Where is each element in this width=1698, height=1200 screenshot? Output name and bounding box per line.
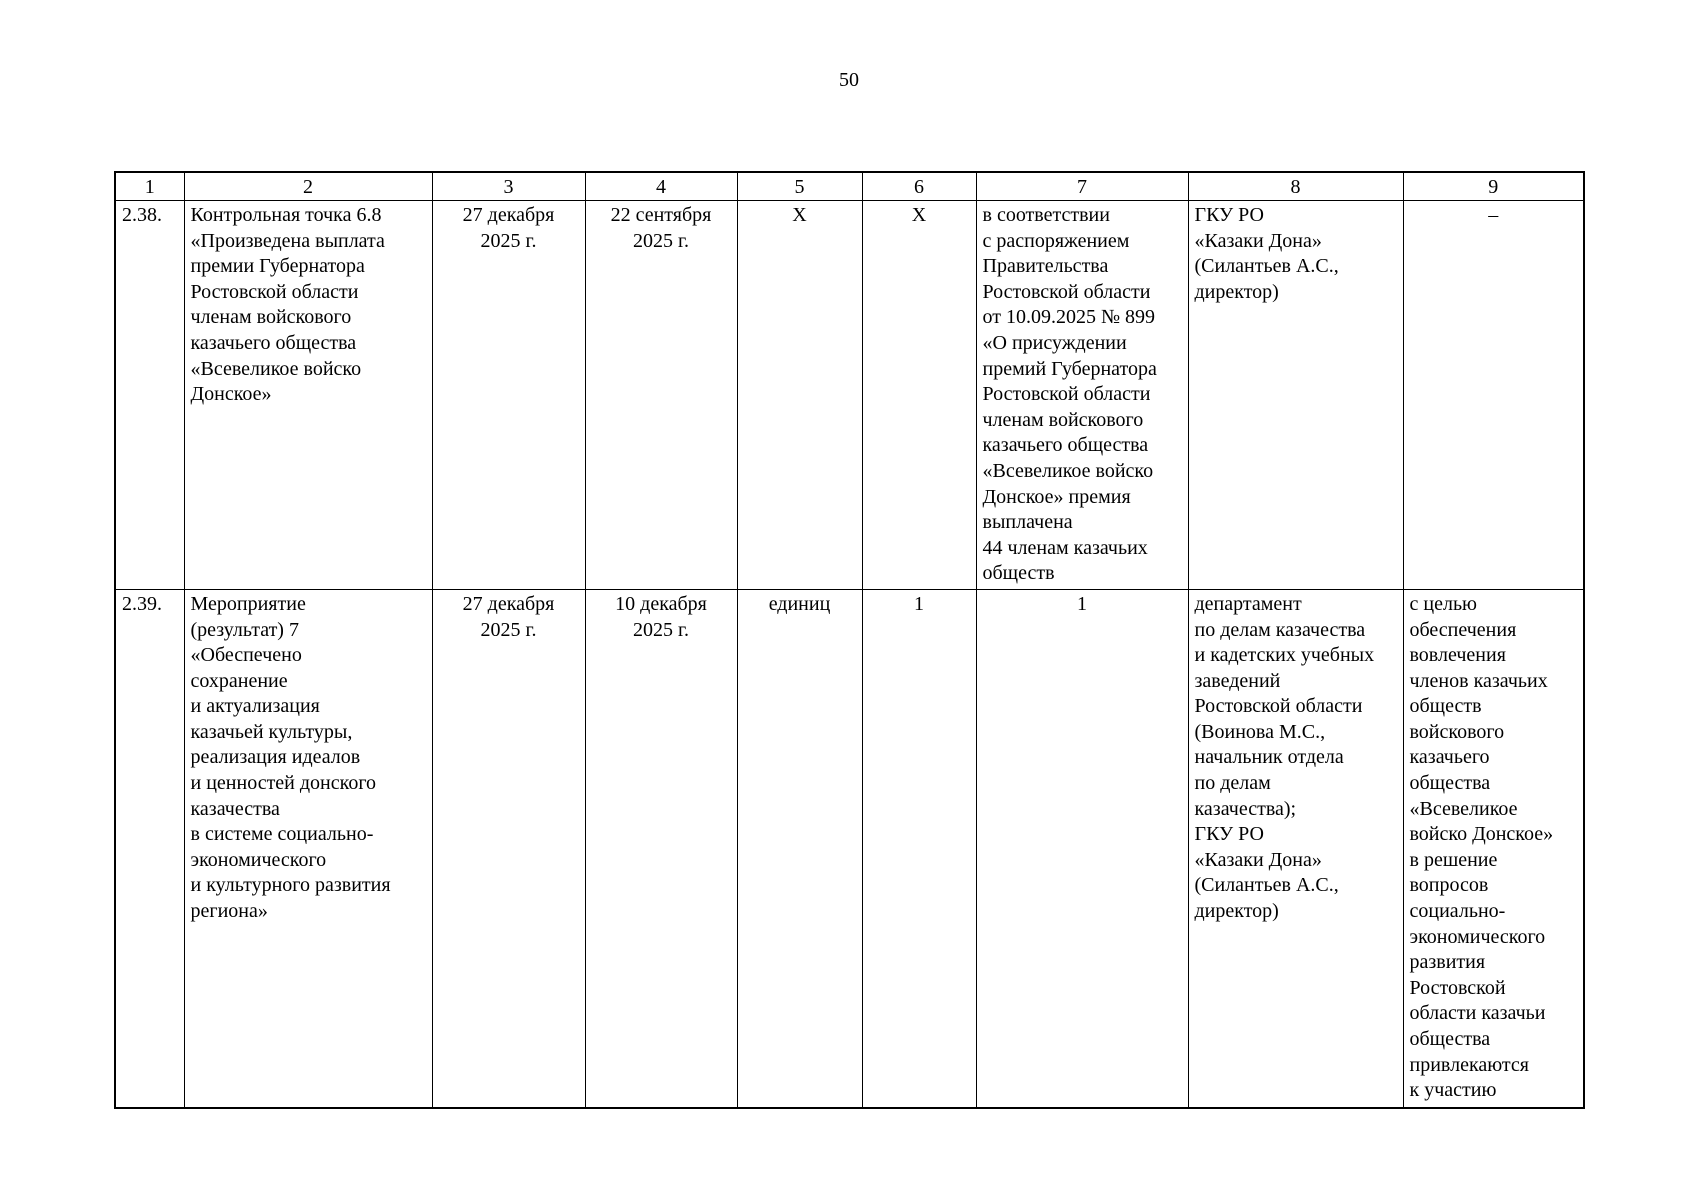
planned-value-cell: Х (862, 201, 976, 590)
column-header: 6 (862, 172, 976, 201)
row-number-cell: 2.38. (115, 201, 184, 590)
row-number-cell: 2.39. (115, 589, 184, 1108)
unit-cell: единиц (737, 589, 862, 1108)
comment-cell: с целью обеспечения вовлечения членов казачьих обществ войскового казачьего общества «Всевеликое войско Донское» в решение вопросов социально- экономического развития Ростовской области казачьи общества привлекаются к участию (1403, 589, 1584, 1108)
item-name-cell: Контрольная точка 6.8 «Произведена выплата премии Губернатора Ростовской области членам войскового казачьего общества «Всевеликое войско Донское» (184, 201, 432, 590)
column-header: 5 (737, 172, 862, 201)
actual-value-cell: 1 (976, 589, 1188, 1108)
table-row (115, 201, 1584, 590)
actual-value-cell: в соответствии с распоряжением Правительства Ростовской области от 10.09.2025 № 899 «О присуждении премий Губернатора Ростовской области членам войскового казачьего общества «Всевеликое войско Донское» премия выплачена 44 членам казачьих обществ (976, 201, 1188, 590)
planned-date-cell: 27 декабря 2025 г. (432, 201, 585, 590)
item-name-cell: Мероприятие (результат) 7 «Обеспечено сохранение и актуализация казачьей культуры, реализация идеалов и ценностей донского казачества в системе социально- экономического и культурного развития региона» (184, 589, 432, 1108)
actual-date-cell: 10 декабря 2025 г. (585, 589, 737, 1108)
planned-date-cell: 27 декабря 2025 г. (432, 589, 585, 1108)
column-number-row (115, 172, 1584, 201)
column-header: 2 (184, 172, 432, 201)
table-row (115, 589, 1584, 1108)
actual-date-cell: 22 сентября 2025 г. (585, 201, 737, 590)
responsible-cell: ГКУ РО «Казаки Дона» (Силантьев А.С., директор) (1188, 201, 1403, 590)
page-number: 50 (839, 69, 859, 91)
column-header: 3 (432, 172, 585, 201)
column-header: 7 (976, 172, 1188, 201)
planned-value-cell: 1 (862, 589, 976, 1108)
column-header: 9 (1403, 172, 1584, 201)
unit-cell: Х (737, 201, 862, 590)
responsible-cell: департамент по делам казачества и кадетских учебных заведений Ростовской области (Воинова М.С., начальник отдела по делам казачества); ГКУ РО «Казаки Дона» (Силантьев А.С., директор) (1188, 589, 1403, 1108)
plan-table (114, 171, 1585, 1109)
comment-cell: – (1403, 201, 1584, 590)
column-header: 8 (1188, 172, 1403, 201)
column-header: 1 (115, 172, 184, 201)
column-header: 4 (585, 172, 737, 201)
